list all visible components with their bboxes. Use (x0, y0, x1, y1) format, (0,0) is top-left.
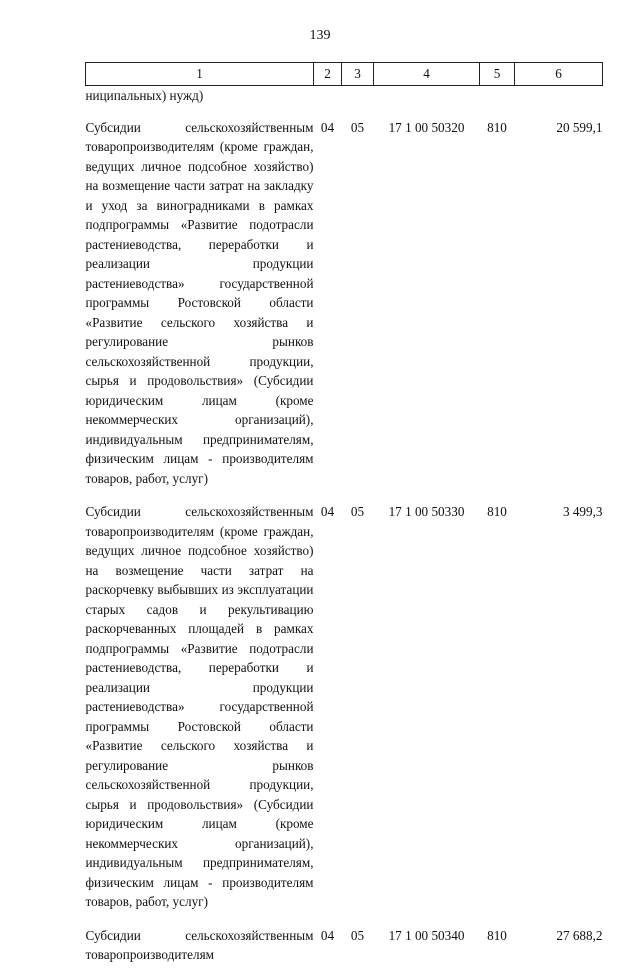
row-target-article: 17 1 00 50330 (388, 504, 465, 519)
header-col-3: 3 (342, 63, 374, 86)
table-row (86, 916, 603, 969)
header-col-5: 5 (480, 63, 515, 86)
row-subsection-code: 05 (350, 119, 365, 135)
row-target-article: 17 1 00 50320 (388, 119, 465, 135)
row-subsection-code: 05 (350, 927, 365, 943)
header-col-6: 6 (515, 63, 603, 86)
header-col-4: 4 (374, 63, 480, 86)
row-section-code: 04 (320, 927, 335, 943)
row-expense-type: 810 (487, 504, 507, 519)
continuation-text: ниципальных) нужд) (85, 88, 204, 103)
page-number: 139 (309, 28, 331, 43)
continuation-row (86, 86, 603, 108)
row-description: Субсидии сельскохозяйственным товаропроизводителям (кроме граждан, ведущих личное подсобное хозяйство) на возмещение части затрат на закладку и уход за виноградниками в рамках подпрограммы «Развитие подотрасли растениеводства, переработки и реализации продукции растениеводства» государственной программы Ростовской области «Развитие сельского хозяйства и регулирование рынков сельскохозяйственной продукции, сырья и продовольствия» (Субсидии юридическим лицам (кроме некоммерческих организаций), индивидуальным предпринимателям, физическим лицам - производителям товаров, работ, услуг) (85, 119, 314, 486)
row-amount: 20 599,1 (556, 119, 603, 135)
row-expense-type: 810 (487, 927, 507, 943)
row-amount: 27 688,2 (556, 927, 603, 943)
table-row (86, 108, 603, 493)
row-target-article: 17 1 00 50340 (388, 927, 465, 943)
header-col-2: 2 (314, 63, 342, 86)
row-description: Субсидии сельскохозяйственным товаропроизводителям (кроме граждан, ведущих личное подсобное хозяйство) на возмещение части затрат на раскорчевку выбывших из эксплуатации старых садов и рекультивацию раскорчеванных площадей в рамках подпрограммы «Развитие подотрасли растениеводства, переработки и реализации продукции растениеводства» государственной программы Ростовской области «Развитие сельского хозяйства и регулирование рынков сельскохозяйственной продукции, сырья и продовольствия» (Субсидии юридическим лицам (кроме некоммерческих организаций), индивидуальным предпринимателям, физическим лицам - производителям товаров, работ, услуг) (85, 504, 314, 909)
table-row (86, 492, 603, 916)
row-subsection-code: 05 (350, 504, 365, 519)
header-col-1: 1 (86, 63, 314, 86)
row-amount: 3 499,3 (562, 504, 603, 519)
row-description: Субсидии сельскохозяйственным товаропроизводителям (85, 927, 314, 962)
table-header-row (86, 63, 603, 86)
budget-table (85, 62, 603, 969)
row-section-code: 04 (320, 119, 335, 135)
row-expense-type: 810 (487, 119, 507, 135)
row-section-code: 04 (320, 504, 335, 519)
